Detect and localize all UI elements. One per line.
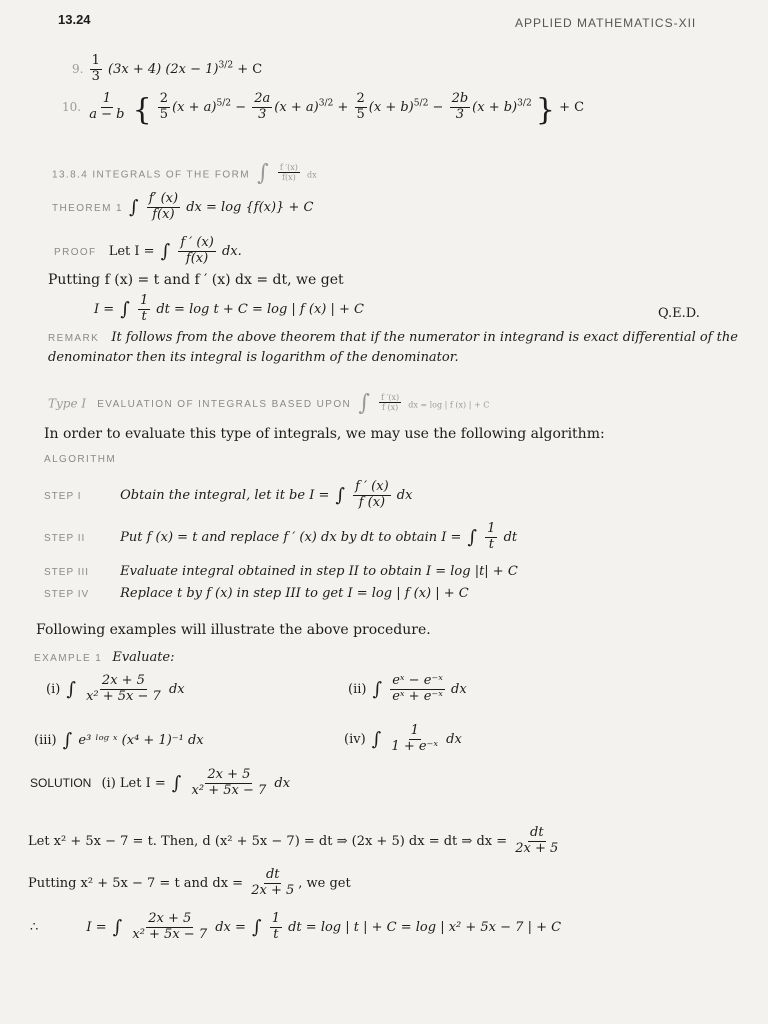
answer-expression: (3x + 4) (2x − 1)	[108, 61, 219, 77]
solution-line-3: Putting x² + 5x − 7 = t and dx = $\frac{dt}{2x + 5}$ , we get	[28, 867, 351, 898]
type-1-heading: Type I EVALUATION OF INTEGRALS BASED UPON ∫ $\frac{f '(x)}{f (x)}$ dx = log | f (x) | + C	[48, 390, 490, 416]
section-title: 13.8.4 INTEGRALS OF THE FORM	[52, 169, 250, 181]
proof: PROOF Let I = ∫ $\frac{f ' (x)}{f(x)}$ dx.	[54, 235, 242, 266]
solution-start: SOLUTION (i) Let I = ∫ $\frac{2x + 5}{\text{x² + 5x − 7}}$ dx	[30, 767, 291, 798]
example-part-iii: (iii) ∫ e³ ˡᵒᵍ ˣ (x⁴ + 1)⁻¹ dx	[34, 730, 204, 751]
solution-line-2: Let x² + 5x − 7 = t. Then, d (x² + 5x − 7) = dt ⇒ (2x + 5) dx = dt ⇒ dx = $\frac{dt}{2x + 5}$	[28, 825, 559, 856]
step-2: STEP II Put f (x) = t and replace f ′ (x) dx by dt to obtain I = ∫ $\frac{1}{t}$ dt	[44, 521, 518, 552]
theorem-1: THEOREM 1 ∫ $\frac{f' (x)}{f(x)}$ dx = log {f(x)} + C	[52, 191, 314, 222]
solution-label: SOLUTION	[30, 775, 92, 790]
remark-line-2: denominator then its integral is logarithm of the denominator.	[48, 350, 459, 365]
term4-coef: $\frac{2b}{3}$	[451, 91, 469, 122]
proof-lead: Let I =	[108, 243, 155, 259]
term1-coef: $\frac{2}{5}$	[159, 91, 169, 122]
example-heading: EXAMPLE 1 Evaluate:	[34, 650, 175, 665]
exponent: 3/2	[218, 60, 234, 71]
answer-10: 10. $\frac{1}{a - b}$ { $\frac{2}{5}$ $(x + a)^{5/2}$ − $\frac{2a}{3}$ $(x + a)^{3/2}$ + $\frac{2}{5}$ $(x + b)^{5/2}$ − $\frac{2b}{3}$ $(x + b)^{3/2}$ } + C	[62, 91, 585, 128]
step-1: STEP I Obtain the integral, let it be I = ∫ $\frac{f ' (x)}{f (x)}$ dx	[44, 479, 413, 510]
term3-coef: $\frac{2}{5}$	[356, 91, 365, 122]
step-label: STEP III	[44, 567, 90, 578]
type-label: Type I	[48, 396, 87, 411]
right-brace: }	[535, 92, 555, 128]
remark-label: REMARK	[48, 333, 100, 344]
example-label: EXAMPLE 1	[34, 653, 103, 664]
example-part-ii: (ii) ∫ $\frac{\text{eˣ − e⁻ˣ}}{\text{eˣ + e⁻ˣ}}$ dx	[348, 673, 467, 704]
remark-line-1: REMARK It follows from the above theorem that if the numerator in integrand is exact differential of the	[48, 330, 738, 345]
putting-line-1: Putting f (x) = t and f ′ (x) dx = dt, we get	[48, 272, 344, 288]
example-part-i: (i) ∫ $\frac{2x + 5}{\text{x² + 5x − 7}}$ dx	[46, 673, 185, 704]
algorithm-intro: In order to evaluate this type of integrals, we may use the following algorithm:	[44, 426, 605, 442]
step-label: STEP I	[44, 490, 82, 502]
term2-coef: $\frac{2a}{3}$	[254, 91, 271, 122]
left-brace: {	[132, 92, 152, 128]
step-label: STEP IV	[44, 589, 90, 600]
section-heading: 13.8.4 INTEGRALS OF THE FORM ∫ $\frac{f '(x)}{f(x)}$ dx	[52, 160, 317, 186]
type-title: EVALUATION OF INTEGRALS BASED UPON	[97, 399, 352, 411]
algorithm-label: ALGORITHM	[44, 454, 117, 465]
following-text: Following examples will illustrate the above procedure.	[36, 622, 431, 638]
integral-result: I = ∫ $\frac{1}{t}$ dt = log t + C = log | f (x) | + C	[94, 293, 364, 324]
answer-number: 10.	[62, 99, 82, 114]
page-number: 13.24	[58, 12, 91, 27]
example-part-iv: (iv) ∫ $\frac{1}{\text{1 + e⁻ˣ}}$ dx	[344, 723, 462, 754]
step-4: STEP IV Replace t by f (x) in step III to get I = log | f (x) | + C	[44, 586, 469, 601]
lead-fraction: $\frac{1}{a - b}$	[89, 91, 125, 122]
qed: Q.E.D.	[658, 306, 700, 321]
answer-9	[72, 54, 262, 85]
step-label: STEP II	[44, 532, 86, 544]
answer-number: 9.	[72, 61, 84, 76]
step-3: STEP III Evaluate integral obtained in step II to obtain I = log |t| + C	[44, 564, 518, 579]
theorem-fraction: $\frac{f' (x)}{f(x)}$	[148, 191, 179, 222]
coefficient: $\frac{1}{3}$	[91, 53, 100, 84]
running-head: APPLIED MATHEMATICS-XII	[515, 16, 697, 30]
constant: + C	[237, 61, 263, 77]
theorem-result: dx = log {f(x)} + C	[186, 199, 314, 215]
theorem-label: THEOREM 1	[52, 202, 123, 214]
solution-final: ∴ I = ∫ $\frac{2x + 5}{\text{x² + 5x − 7}}$ dx = ∫ $\frac{1}{t}$ dt = log | t | + C = log | x² + 5x − 7 | + C	[30, 911, 562, 942]
proof-label: PROOF	[54, 246, 97, 258]
